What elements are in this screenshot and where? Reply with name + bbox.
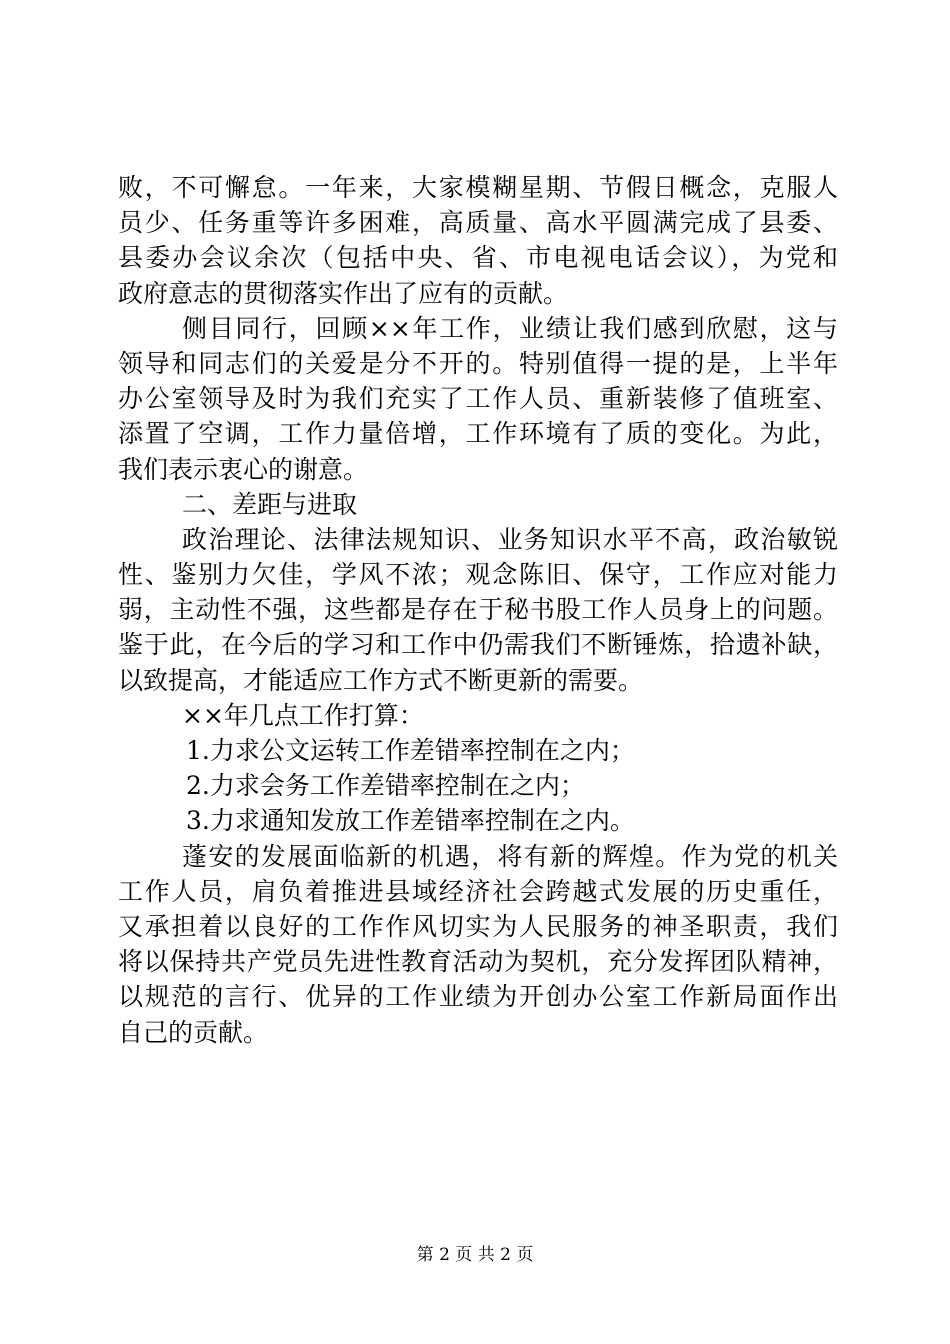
text-line: 侧目同行，回顾××年工作，业绩让我们感到欣慰，这与 (182, 313, 838, 343)
text-line: 我们表示衷心的谢意。 (118, 454, 369, 484)
list-item: 3.力求通知发放工作差错率控制在之内。 (186, 806, 635, 836)
text-line: 县委办会议余次（包括中央、省、市电视电话会议），为党和 (118, 243, 838, 273)
document-body (118, 170, 838, 1050)
text-line: 领导和同志们的关爱是分不开的。特别值得一提的是，上半年 (118, 348, 838, 378)
page-number-footer: 第 2 页 共 2 页 (416, 1245, 534, 1265)
text-line: 政府意志的贯彻落实作出了应有的贡献。 (118, 278, 569, 308)
text-line: 以规范的言行、优异的工作业绩为开创办公室工作新局面作出 (118, 982, 838, 1012)
text-line: 又承担着以良好的工作作风切实为人民服务的神圣职责，我们 (118, 911, 838, 941)
text-line: 员少、任务重等许多困难，高质量、高水平圆满完成了县委、 (118, 208, 838, 238)
text-line: 败，不可懈怠。一年来，大家模糊星期、节假日概念，克服人 (118, 173, 838, 202)
text-line: 弱，主动性不强，这些都是存在于秘书股工作人员身上的问题。 (118, 595, 838, 625)
text-line: 办公室领导及时为我们充实了工作人员、重新装修了值班室、 (118, 384, 838, 414)
text-line: 自己的贡献。 (118, 1017, 269, 1047)
text-line: 性、鉴别力欠佳，学风不浓；观念陈旧、保守，工作应对能力 (118, 560, 838, 590)
text-line: 鉴于此，在今后的学习和工作中仍需我们不断锤炼，拾遗补缺， (118, 630, 838, 660)
text-line: 添置了空调，工作力量倍增，工作环境有了质的变化。为此， (118, 419, 838, 449)
list-item: 1.力求公文运转工作差错率控制在之内； (186, 736, 635, 765)
text-line: 工作人员，肩负着推进县域经济社会跨越式发展的历史重任， (118, 876, 838, 906)
text-line: 政治理论、法律法规知识、业务知识水平不高，政治敏锐 (182, 524, 838, 554)
plan-heading: ××年几点工作打算： (182, 700, 424, 730)
text-line: 将以保持共产党员先进性教育活动为契机，充分发挥团队精神， (118, 947, 838, 977)
text-line: 以致提高，才能适应工作方式不断更新的需要。 (118, 665, 644, 695)
text-line: 蓬安的发展面临新的机遇，将有新的辉煌。作为党的机关 (182, 841, 838, 871)
list-item: 2.力求会务工作差错率控制在之内； (186, 771, 585, 801)
section-heading: 二、差距与进取 (182, 489, 358, 519)
